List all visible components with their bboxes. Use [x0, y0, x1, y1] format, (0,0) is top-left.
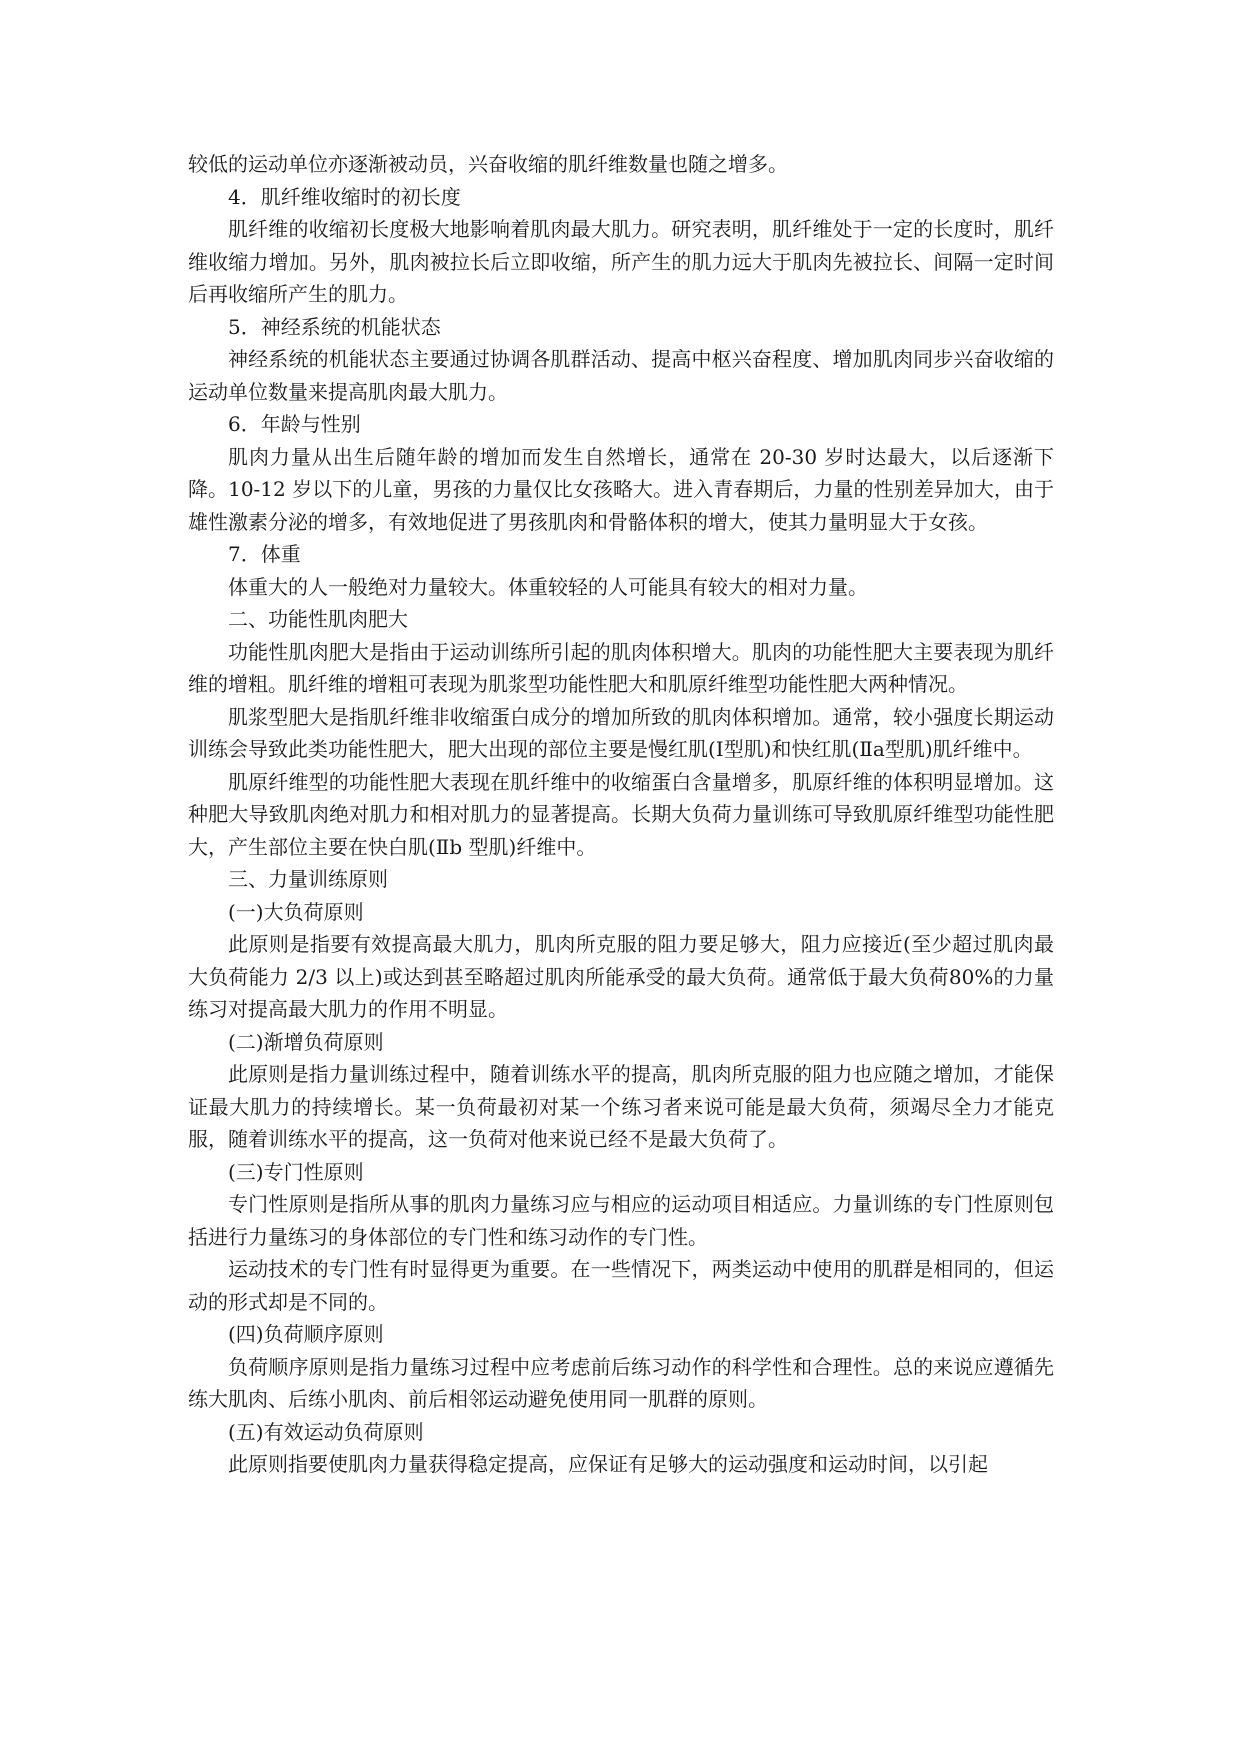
paragraph: 此原则指要使肌肉力量获得稳定提高，应保证有足够大的运动强度和运动时间，以引起: [228, 1452, 988, 1476]
section-heading-training-principles: 三、力量训练原则: [228, 867, 388, 891]
paragraph: 肌纤维的收缩初长度极大地影响着肌肉最大肌力。研究表明，肌纤维处于一定的长度时，肌纤维收缩力增加。另外，肌肉被拉长后立即收缩，所产生的肌力远大于肌肉先被拉长、间隔一定时间后再收缩所产生的肌力。: [188, 217, 1054, 306]
section-heading-body-weight: 7．体重: [228, 542, 301, 566]
subsection-heading-heavy-load: (一)大负荷原则: [228, 899, 364, 924]
paragraph: 负荷顺序原则是指力量练习过程中应考虑前后练习动作的科学性和合理性。总的来说应遵循先练大肌肉、后练小肌肉、前后相邻运动避免使用同一肌群的原则。: [188, 1354, 1054, 1411]
subsection-heading-progressive-load: (二)渐增负荷原则: [228, 1029, 384, 1054]
subsection-heading-load-order: (四)负荷顺序原则: [228, 1322, 384, 1346]
paragraph: 体重大的人一般绝对力量较大。体重较轻的人可能具有较大的相对力量。: [228, 574, 868, 599]
section-heading-nervous-system: 5．神经系统的机能状态: [228, 314, 441, 339]
subsection-heading-effective-load: (五)有效运动负荷原则: [228, 1419, 424, 1444]
paragraph: 肌浆型肥大是指肌纤维非收缩蛋白成分的增加所致的肌肉体积增加。通常，较小强度长期运动训练会导致此类功能性肥大，肥大出现的部位主要是慢红肌(Ⅰ型肌)和快红肌(Ⅱa型肌)肌纤维中。: [188, 704, 1054, 761]
subsection-heading-specificity: (三)专门性原则: [228, 1159, 364, 1184]
paragraph: 此原则是指力量训练过程中，随着训练水平的提高，肌肉所克服的阻力也应随之增加，才能保证最大肌力的持续增长。某一负荷最初对某一个练习者来说可能是最大负荷，须竭尽全力才能克服，随着训练水平的提高，这一负荷对他来说已经不是最大负荷了。: [188, 1062, 1054, 1151]
paragraph: 功能性肌肉肥大是指由于运动训练所引起的肌肉体积增大。肌肉的功能性肥大主要表现为肌纤维的增粗。肌纤维的增粗可表现为肌浆型功能性肥大和肌原纤维型功能性肥大两种情况。: [188, 639, 1054, 696]
paragraph-continuation: 较低的运动单位亦逐渐被动员，兴奋收缩的肌纤维数量也随之增多。: [188, 152, 788, 176]
paragraph: 神经系统的机能状态主要通过协调各肌群活动、提高中枢兴奋程度、增加肌肉同步兴奋收缩的运动单位数量来提高肌肉最大肌力。: [188, 347, 1054, 404]
section-heading-hypertrophy: 二、功能性肌肉肥大: [228, 607, 408, 631]
paragraph: 专门性原则是指所从事的肌肉力量练习应与相应的运动项目相适应。力量训练的专门性原则包括进行力量练习的身体部位的专门性和练习动作的专门性。: [188, 1192, 1054, 1249]
paragraph: 运动技术的专门性有时显得更为重要。在一些情况下，两类运动中使用的肌群是相同的，但运动的形式却是不同的。: [188, 1257, 1054, 1314]
document-body: [188, 148, 1054, 1481]
section-heading-age-gender: 6．年龄与性别: [228, 412, 361, 436]
paragraph: 肌原纤维型的功能性肥大表现在肌纤维中的收缩蛋白含量增多，肌原纤维的体积明显增加。这种肥大导致肌肉绝对肌力和相对肌力的显著提高。长期大负荷力量训练可导致肌原纤维型功能性肥大，产生部位主要在快白肌(Ⅱb 型肌)纤维中。: [188, 769, 1054, 859]
section-heading-initial-length: 4．肌纤维收缩时的初长度: [228, 184, 461, 209]
paragraph: 肌肉力量从出生后随年龄的增加而发生自然增长，通常在 20-30 岁时达最大，以后逐渐下降。10-12 岁以下的儿童，男孩的力量仅比女孩略大。进入青春期后，力量的性别差异加大，由于雄性激素分泌的增多，有效地促进了男孩肌肉和骨骼体积的增大，使其力量明显大于女孩。: [188, 444, 1054, 534]
paragraph: 此原则是指要有效提高最大肌力，肌肉所克服的阻力要足够大，阻力应接近(至少超过肌肉最大负荷能力 2/3 以上)或达到甚至略超过肌肉所能承受的最大负荷。通常低于最大负荷80%的力量练习对提高最大肌力的作用不明显。: [188, 932, 1054, 1021]
